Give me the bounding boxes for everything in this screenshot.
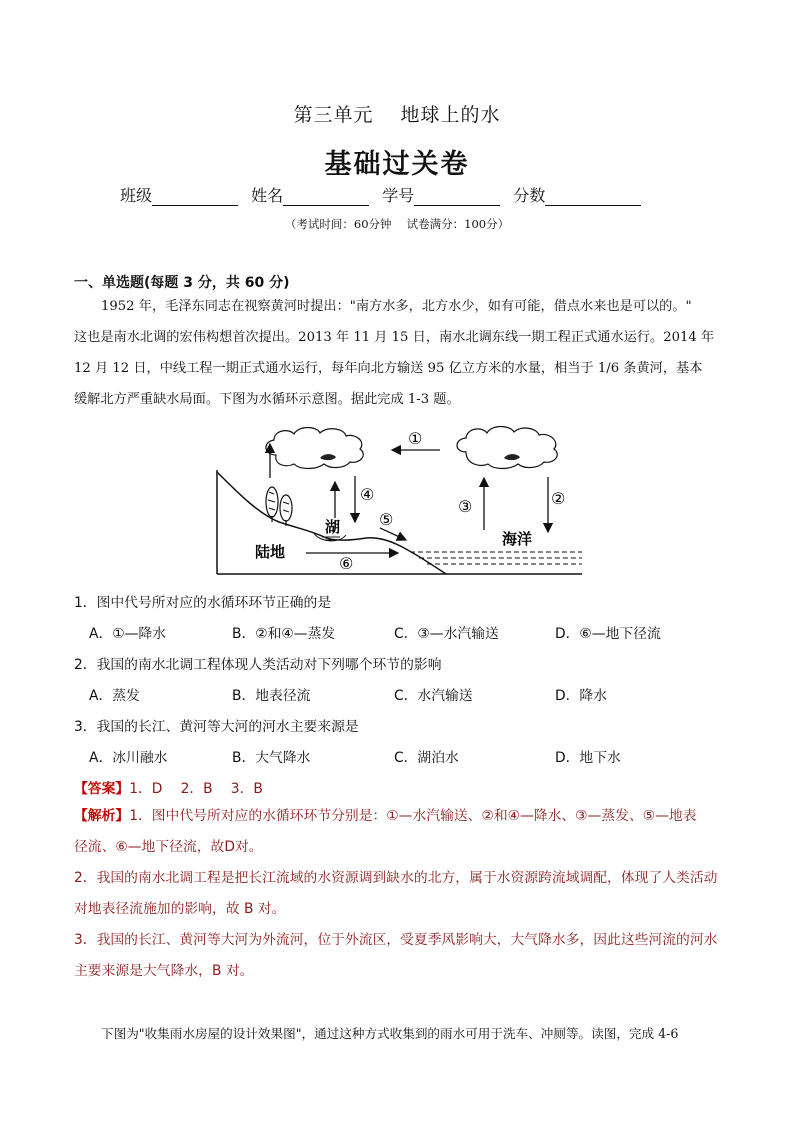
answer-tag: 【答案】 xyxy=(74,781,130,797)
passage-line: 1952 年，毛泽东同志在视察黄河时提出："南方水多，北方水少，如有可能，借点水来也是可以的。" xyxy=(101,299,692,314)
water-cycle-diagram xyxy=(214,422,590,577)
q2-option-c[interactable]: C．水汽输送 xyxy=(394,688,473,704)
label-6: ⑥ xyxy=(339,554,354,573)
q3-option-c[interactable]: C．湖泊水 xyxy=(394,750,459,766)
q1-option-d[interactable]: D．⑥—地下径流 xyxy=(555,626,661,642)
q1-option-b[interactable]: B．②和④—蒸发 xyxy=(232,626,336,642)
explanation-p1-first: 1．图中代号所对应的水循环环节分别是：①—水汽输送、②和④—降水、③—蒸发、⑤—地表 xyxy=(129,808,697,824)
q3-option-a[interactable]: A．冰川融水 xyxy=(89,750,168,766)
q3-option-d[interactable]: D．地下水 xyxy=(555,750,621,766)
explanation-p3-first: 3．我国的长江、黄河等大河为外流河，位于外流区，受夏季风影响大，大气降水多，因此这些河流的河水 xyxy=(74,932,718,948)
label-land: 陆地 xyxy=(255,543,286,561)
question-3-stem: 3．我国的长江、黄河等大河的河水主要来源是 xyxy=(74,719,359,735)
next-passage-intro: 下图为"收集雨水房屋的设计效果图"，通过这种方式收集到的雨水可用于洗车、冲厕等。读图，完成 4-6 xyxy=(101,1026,679,1041)
q2-option-b[interactable]: B．地表径流 xyxy=(232,688,311,704)
label-lake: 湖 xyxy=(325,518,341,536)
passage-line: 12 月 12 日，中线工程一期正式通水运行，每年向北方输送 95 亿立方米的水量，相当于 1/6 条黄河，基本 xyxy=(74,361,703,376)
class-label: 班级 xyxy=(120,186,153,205)
explanation-tag: 【解析】 xyxy=(74,808,130,824)
student-id-blank xyxy=(414,189,500,206)
page-title: 基础过关卷 xyxy=(324,149,470,180)
tree-icon xyxy=(266,487,292,526)
student-info-row xyxy=(120,183,680,206)
q1-option-c[interactable]: C．③—水汽输送 xyxy=(394,626,499,642)
section-heading: 一、单选题(每题 3 分，共 60 分) xyxy=(74,275,290,291)
question-2-stem: 2．我国的南水北调工程体现人类活动对下列哪个环节的影响 xyxy=(74,657,442,673)
answer-line xyxy=(74,777,263,797)
label-ocean: 海洋 xyxy=(502,530,533,548)
passage xyxy=(74,291,722,415)
score-blank xyxy=(545,189,641,206)
class-blank xyxy=(152,189,238,206)
explanation-p2-first: 2．我国的南水北调工程是把长江流域的水资源调到缺水的北方，属于水资源跨流域调配，体现了人类活动 xyxy=(74,870,718,886)
arrow-surface-runoff xyxy=(380,528,406,540)
label-2: ② xyxy=(551,489,566,508)
passage-line: 缓解北方严重缺水局面。下图为水循环示意图。据此完成 1-3 题。 xyxy=(74,392,460,407)
q2-option-a[interactable]: A．蒸发 xyxy=(89,688,140,704)
cloud-icon xyxy=(266,428,363,469)
label-1: ① xyxy=(408,429,423,448)
score-label: 分数 xyxy=(513,186,546,205)
name-blank xyxy=(283,189,369,206)
explanation-p1-second: 径流、⑥—地下径流，故D对。 xyxy=(74,839,263,855)
label-4: ④ xyxy=(360,485,375,504)
student-id-label: 学号 xyxy=(382,186,415,205)
exam-note: （考试时间：60分钟 试卷满分：100分） xyxy=(284,217,510,231)
label-5: ⑤ xyxy=(379,510,394,529)
explanation xyxy=(74,801,724,987)
q2-option-d[interactable]: D．降水 xyxy=(555,688,608,704)
answer-text: 1．D 2．B 3．B xyxy=(129,781,263,797)
name-label: 姓名 xyxy=(251,186,284,205)
q1-option-a[interactable]: A．①—降水 xyxy=(89,626,166,642)
explanation-p3-second: 主要来源是大气降水，B 对。 xyxy=(74,963,254,979)
question-1-stem: 1．图中代号所对应的水循环环节正确的是 xyxy=(74,595,332,611)
explanation-p2-second: 对地表径流施加的影响，故 B 对。 xyxy=(74,901,286,917)
label-3: ③ xyxy=(458,497,473,516)
passage-line: 这也是南水北调的宏伟构想首次提出。2013 年 11 月 15 日，南水北调东线一期工程正式通水运行。2014 年 xyxy=(74,330,715,345)
q3-option-b[interactable]: B．大气降水 xyxy=(232,750,311,766)
unit-title: 第三单元 地球上的水 xyxy=(293,104,501,126)
cloud-icon xyxy=(457,427,557,469)
